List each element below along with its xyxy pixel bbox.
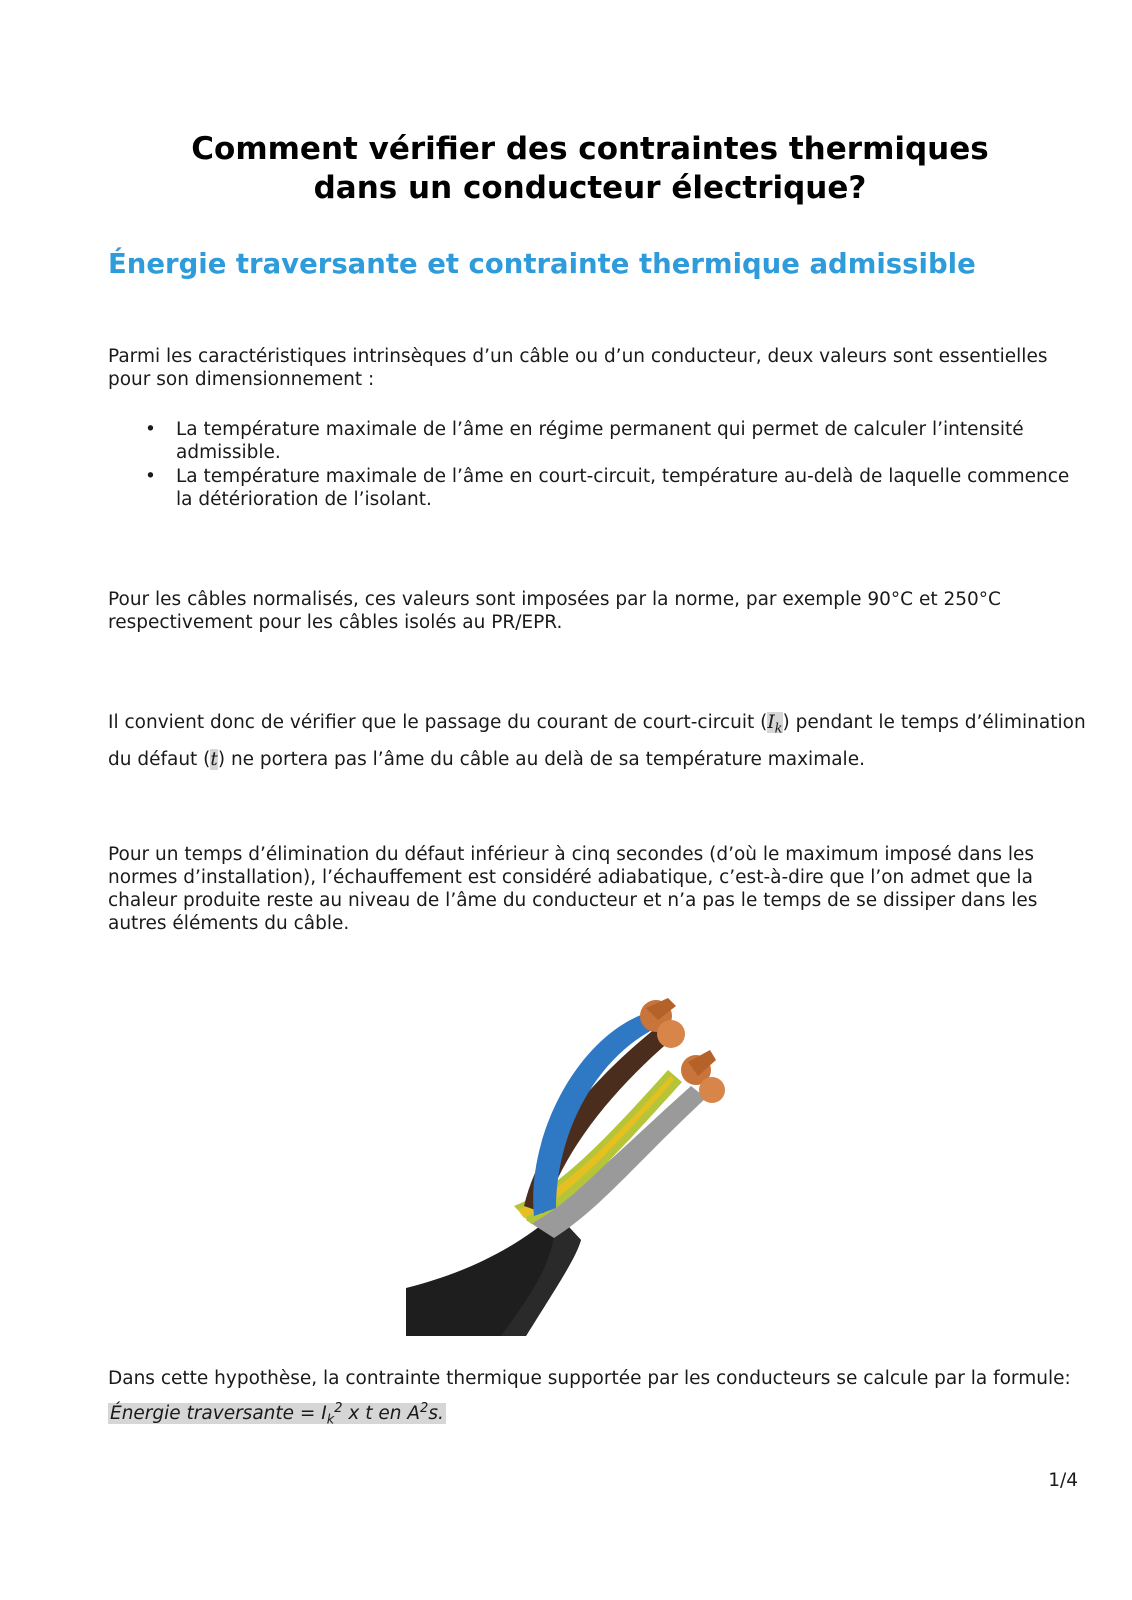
paragraph-verification	[108, 708, 1088, 775]
formula-intro: Dans cette hypothèse, la contrainte thermique supportée par les conducteurs se calcule par la formule:	[108, 1368, 1071, 1389]
formula-suffix: s.	[428, 1403, 444, 1425]
bullet-icon: •	[145, 466, 156, 487]
t-symbol: t	[210, 748, 218, 770]
verification-text-part1: Il convient donc de vérifier que le passage du courant de court-circuit (	[108, 712, 768, 733]
formula-prefix: Énergie traversante = I	[110, 1403, 327, 1425]
paragraph-intro: Parmi les caractéristiques intrinsèques d’un câble ou d’un conducteur, deux valeurs sont essentielles pour son dimensionnement :	[108, 346, 1048, 390]
bullet-list	[108, 418, 1088, 512]
paragraph-norm-values: Pour les câbles normalisés, ces valeurs sont imposées par la norme, par exemple 90°C et 250°C respectivement pour les câbles isolés au PR/EPR.	[108, 589, 1001, 633]
ik-main: I	[767, 712, 775, 733]
title-line-2: dans un conducteur électrique?	[313, 170, 867, 206]
ik-symbol	[767, 712, 783, 737]
verification-text-part3: ) ne portera pas l’âme du câble au delà de sa température maximale.	[217, 748, 865, 770]
list-item-text: La température maximale de l’âme en court-circuit, température au-delà de laquelle commence la détérioration de l’isolant.	[176, 466, 1070, 510]
list-item	[108, 418, 1088, 464]
paragraph-formula	[108, 1364, 1088, 1436]
verification-text-part2: ) pendant le temps d’élimination du défaut (	[108, 712, 1086, 770]
page-number: 1/4	[1048, 1470, 1078, 1491]
formula-superscript-2: 2	[420, 1401, 429, 1416]
formula-middle: x t en A	[342, 1403, 421, 1425]
electric-cable-icon	[406, 958, 778, 1336]
list-item-text: La température maximale de l’âme en régime permanent qui permet de calculer l’intensité admissible.	[176, 419, 1024, 463]
formula-expression	[108, 1401, 446, 1428]
formula-superscript: 2	[334, 1401, 343, 1416]
bullet-icon: •	[145, 419, 156, 440]
paragraph-adiabatic: Pour un temps d’élimination du défaut inférieur à cinq secondes (d’où le maximum imposé dans les normes d’installation), l’échauffement est considéré adiabatique, c’est-à-dire que l’on admet que la chaleur produite reste au niveau de l’âme du conducteur et n’a pas le temps de se dissiper dans les autres éléments du câble.	[108, 844, 1038, 934]
section-heading: Énergie traversante et contrainte thermique admissible	[108, 248, 976, 280]
title-line-1: Comment vérifier des contraintes thermiques	[191, 131, 989, 167]
ik-subscript: k	[774, 721, 783, 737]
document-title	[108, 130, 1072, 208]
formula-subscript: k	[326, 1412, 335, 1428]
cable-image	[406, 958, 778, 1336]
list-item	[108, 465, 1088, 511]
